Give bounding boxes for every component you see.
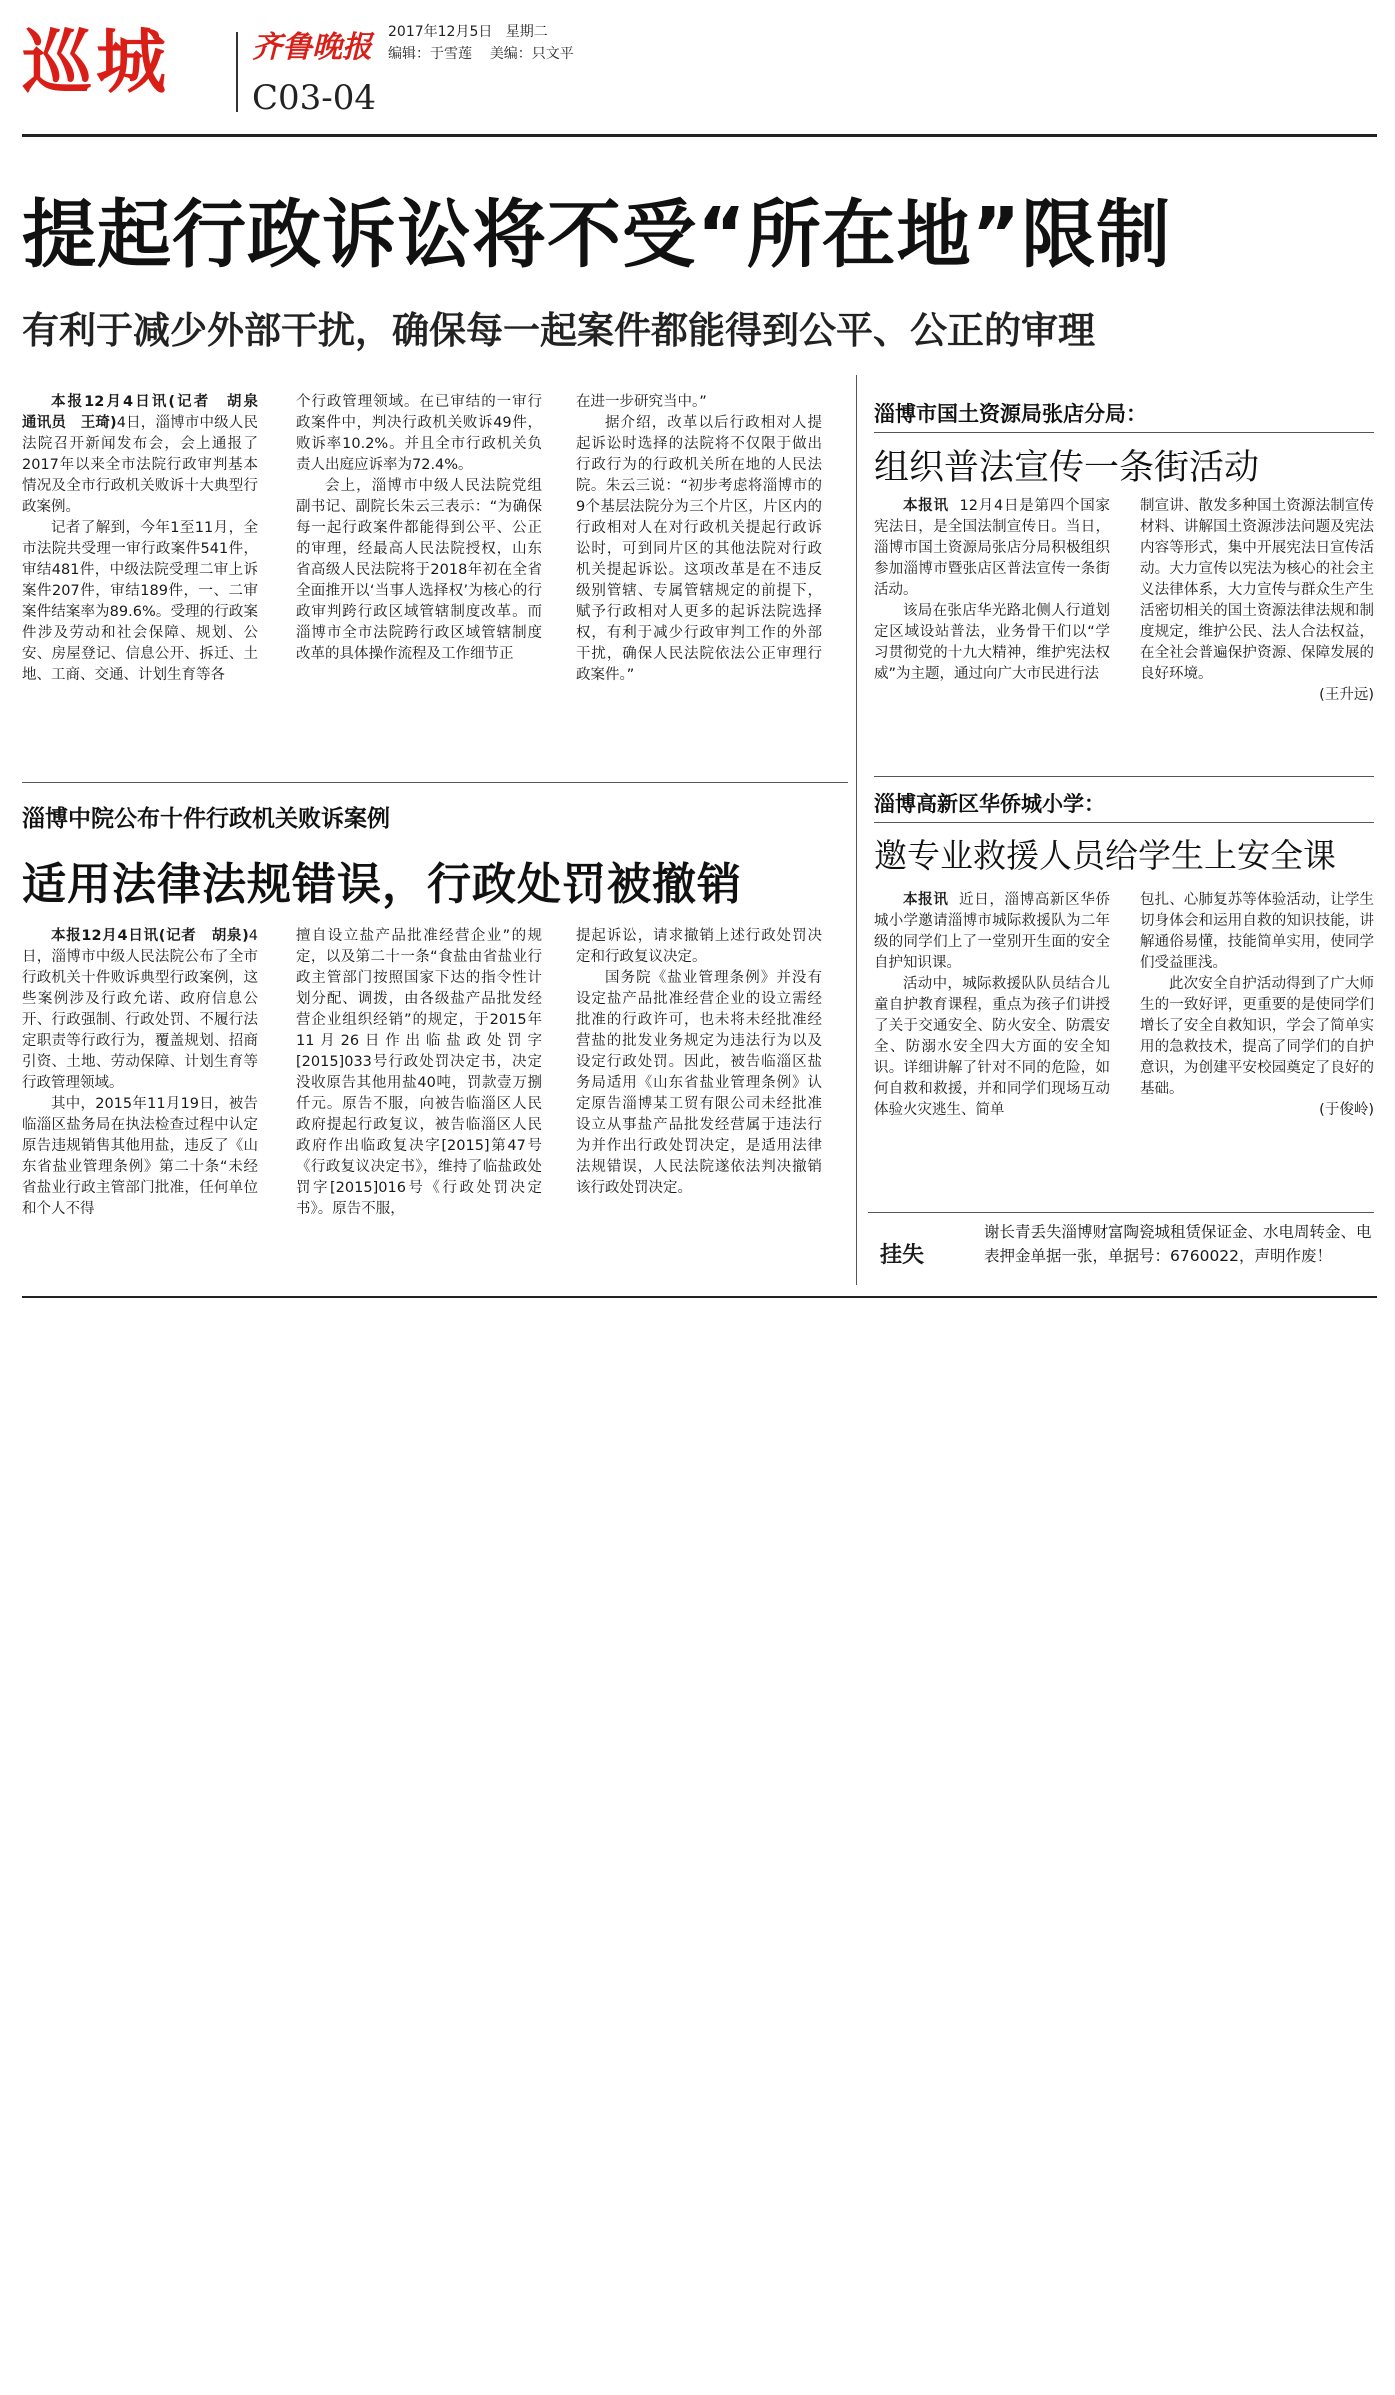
paragraph: 个行政管理领域。在已审结的一审行政案件中，判决行政机关败诉49件，败诉率10.2%。并且全市行政机关负责人出庭应诉率为72.4%。	[296, 394, 542, 473]
editor-line	[388, 44, 574, 64]
main-story-column-1	[22, 392, 273, 686]
story4-column-1	[874, 890, 1110, 1121]
paragraph: 包扎、心肺复苏等体验活动，让学生切身体会和运用自救的知识技能，讲解通俗易懂，技能简单实用，使同学们受益匪浅。	[1140, 892, 1374, 971]
dateline: 本报12月4日讯(记者 胡泉 通讯员 王琦)	[22, 394, 273, 431]
masthead-divider	[236, 32, 238, 112]
main-story-column-2	[296, 392, 542, 665]
paragraph: 4日，淄博市中级人民法院公布了全市行政机关十件败诉典型行政案例，这些案例涉及行政允诺、政府信息公开、行政强制、行政处罚、不履行法定职责等行政行为，覆盖规划、招商引资、土地、劳动保障、计划生育等行政管理领域。	[22, 928, 258, 1091]
paragraph: 提起诉讼，请求撤销上述行政处罚决定和行政复议决定。	[576, 928, 822, 965]
masthead-rule	[22, 134, 1377, 137]
paragraph: 国务院《盐业管理条例》并没有设定盐产品批准经营企业的设立需经批准的行政许可，也未将未经批准经营盐的批发业务规定为违法行为以及设定行政处罚。因此，被告临淄区盐务局适用《山东省盐业管理条例》认定原告淄博某工贸有限公司未经批准设立从事盐产品批发经营属于违法行为并作出行政处罚决定，是适用法律法规错误，人民法院遂依法判决撤销该行政处罚决定。	[576, 970, 822, 1196]
column-divider	[856, 375, 857, 1285]
story4-top-rule	[874, 776, 1374, 777]
paper-logo: 齐鲁晚报	[252, 30, 372, 65]
paragraph: 在进一步研究当中。”	[576, 394, 707, 410]
art-editor: 美编：只文平	[489, 46, 574, 62]
dateline: 本报12月4日讯(记者 胡泉)	[51, 928, 249, 944]
issue-weekday: 星期二	[505, 24, 548, 40]
story3-rule	[874, 432, 1374, 433]
story2-headline: 适用法律法规错误，行政处罚被撤销	[22, 859, 742, 910]
story3-column-2	[1140, 496, 1374, 706]
story2-rule	[22, 782, 848, 783]
dateline: 本报讯	[903, 498, 949, 514]
paragraph: 近日，淄博高新区华侨城小学邀请淄博市城际救援队为二年级的同学们上了一堂别开生面的安全自护知识课。	[874, 892, 1111, 971]
story3-kicker: 淄博市国土资源局张店分局：	[874, 402, 1147, 426]
notice-label: 挂失	[880, 1243, 925, 1268]
paragraph: 此次安全自护活动得到了广大师生的一致好评，更重要的是使同学们增长了安全自救知识，学会了简单实用的急救技术，提高了同学们的自护意识，为创建平安校园奠定了良好的基础。	[1140, 976, 1374, 1097]
story3-headline: 组织普法宣传一条街活动	[874, 448, 1260, 488]
byline: (王升远)	[1319, 687, 1374, 703]
issue-date-line	[388, 22, 548, 42]
paragraph: 其中，2015年11月19日，被告临淄区盐务局在执法检查过程中认定原告违规销售其他用盐，违反了《山东省盐业管理条例》第二十条“未经省盐业行政主管部门批准，任何单位和个人不得	[22, 1096, 258, 1217]
dateline: 本报讯	[903, 892, 949, 908]
paragraph: 据介绍，改革以后行政相对人提起诉讼时选择的法院将不仅限于做出行政行为的行政机关所在地的人民法院。朱云三说：“初步考虑将淄博市的9个基层法院分为三个片区，片区内的行政相对人在对行政机关提起行政诉讼时，可到同片区的其他法院对行政机关提起诉讼。这项改革是在不违反级别管辖、专属管辖规定的前提下，赋予行政相对人更多的起诉法院选择权，有利于减少行政审判工作的外部干扰，确保人民法院依法公正审理行政案件。”	[576, 415, 822, 683]
story2-column-2	[296, 926, 542, 1220]
main-headline: 提起行政诉讼将不受“所在地”限制	[22, 192, 1172, 278]
paragraph: 12月4日是第四个国家宪法日，是全国法制宣传日。当日，淄博市国土资源局张店分局积极组织参加淄博市暨张店区普法宣传一条街活动。	[874, 498, 1111, 598]
story4-headline: 邀专业救援人员给学生上安全课	[874, 836, 1336, 875]
page-code: C03-04	[252, 78, 377, 118]
paragraph: 活动中，城际救援队队员结合儿童自护教育课程，重点为孩子们讲授了关于交通安全、防火安全、防震安全、防溺水安全四大方面的安全知识。详细讲解了针对不同的危险，如何自救和救援，并和同学们现场互动体验火灾逃生、简单	[874, 976, 1110, 1118]
editor: 编辑：于雪莲	[388, 46, 472, 62]
story3-column-1	[874, 496, 1110, 685]
paragraph: 记者了解到，今年1至11月，全市法院共受理一审行政案件541件，审结481件，中级法院受理二审上诉案件207件，审结189件，一、二审案件结案率为89.6%。受理的行政案件涉及劳动和社会保障、规划、公安、房屋登记、信息公开、拆迁、土地、工商、交通、计划生育等各	[22, 520, 258, 683]
paragraph: 会上，淄博市中级人民法院党组副书记、副院长朱云三表示：“为确保每一起行政案件都能得到公平、公正的审理，经最高人民法院授权，山东省高级人民法院将于2018年初在全省全面推开以‘当事人选择权’为核心的行政审判跨行政区域管辖制度改革。而淄博市全市法院跨行政区域管辖制度改革的具体操作流程及工作细节正	[296, 478, 542, 662]
notice-rule	[868, 1212, 1374, 1213]
paragraph: 该局在张店华光路北侧人行道划定区域设站普法，业务骨干们以“学习贯彻党的十九大精神，维护宪法权威”为主题，通过向广大市民进行法	[874, 603, 1110, 682]
byline: (于俊岭)	[1319, 1102, 1374, 1118]
story4-rule	[874, 822, 1374, 823]
story2-column-3	[576, 926, 822, 1199]
issue-date: 2017年12月5日	[388, 24, 493, 40]
story2-kicker: 淄博中院公布十件行政机关败诉案例	[22, 806, 390, 832]
story2-column-1	[22, 926, 258, 1220]
story4-column-2	[1140, 890, 1374, 1121]
story4-kicker: 淄博高新区华侨城小学：	[874, 792, 1105, 816]
bottom-rule	[22, 1296, 1377, 1298]
paragraph: 制宣讲、散发多种国土资源法制宣传材料、讲解国土资源涉法问题及宪法内容等形式，集中开展宪法日宣传活动。大力宣传以宪法为核心的社会主义法律体系，大力宣传与群众生产生活密切相关的国土资源法律法规和制度规定，维护公民、法人合法权益，在全社会普遍保护资源、保障发展的良好环境。	[1140, 498, 1374, 682]
paragraph: 擅自设立盐产品批准经营企业”的规定，以及第二十一条“食盐由省盐业行政主管部门按照国家下达的指令性计划分配、调拨，由各级盐产品批发经营企业组织经销”的规定，于2015年11月26日作出临盐政处罚字[2015]033号行政处罚决定书，决定没收原告其他用盐40吨，罚款壹万捌仟元。原告不服，向被告临淄区人民政府提起行政复议，被告临淄区人民政府作出临政复决字[2015]第47号《行政复议决定书》，维持了临盐政处罚字[2015]016号《行政处罚决定书》。原告不服，	[296, 928, 542, 1217]
main-subheadline: 有利于减少外部干扰，确保每一起案件都能得到公平、公正的审理	[22, 309, 1095, 352]
paragraph: 4日，淄博市中级人民法院召开新闻发布会，会上通报了2017年以来全市法院行政审判基本情况及全市行政机关败诉十大典型行政案例。	[22, 415, 258, 515]
notice-text: 谢长青丢失淄博财富陶瓷城租赁保证金、水电周转金、电表押金单据一张，单据号：6760022，声明作废！	[984, 1223, 1372, 1265]
section-name: 巡城	[22, 21, 170, 103]
main-story-column-3	[576, 392, 822, 686]
